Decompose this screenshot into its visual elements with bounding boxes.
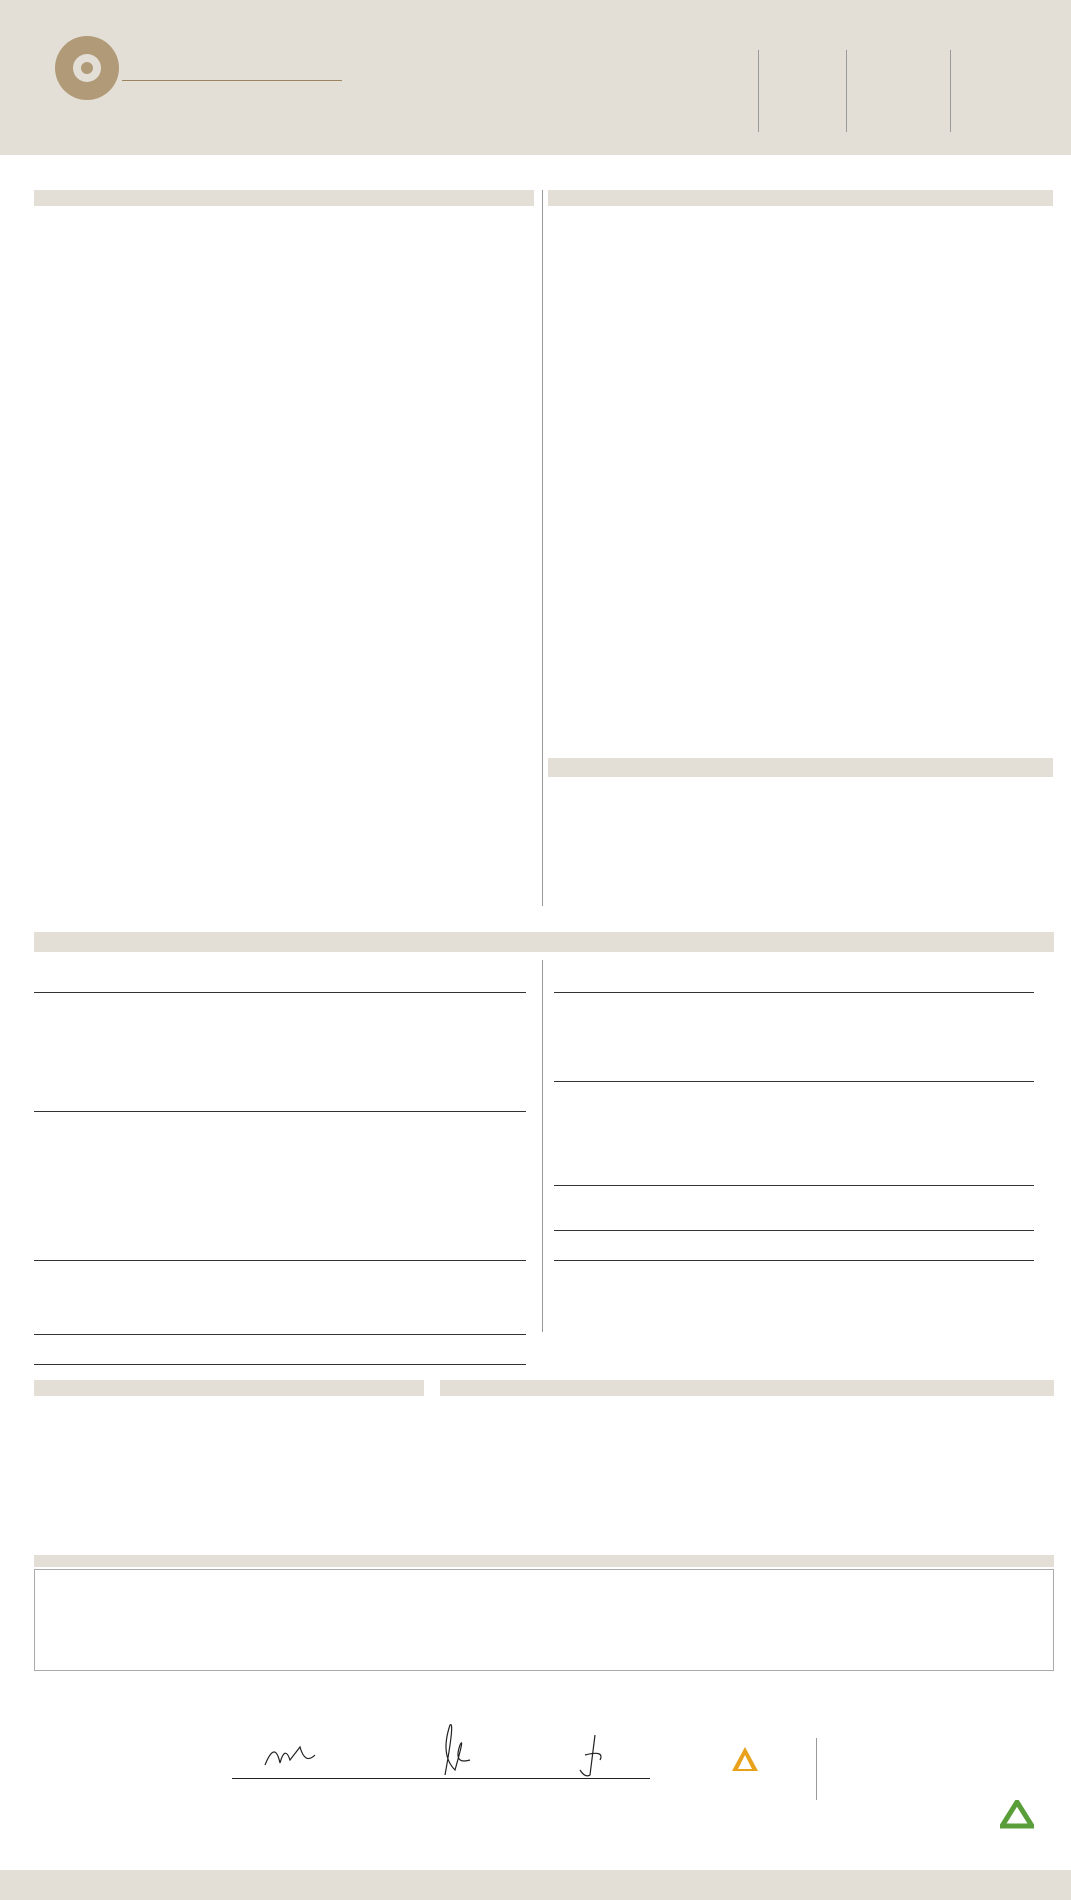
line-item-row (34, 438, 534, 453)
line-item-row (558, 333, 1051, 348)
section-total-row (34, 740, 534, 755)
line-item-row (34, 1216, 526, 1231)
line-item-row (34, 695, 534, 710)
line-item-row (34, 1082, 526, 1097)
line-item-row (34, 1052, 526, 1067)
line-item-row (554, 1038, 1034, 1053)
section-total-row (34, 861, 534, 876)
line-item-row (558, 257, 1051, 272)
divider (950, 50, 951, 132)
line-item-row (554, 1052, 1034, 1067)
section-total-row (558, 454, 1051, 469)
line-item-row (558, 408, 1051, 423)
line-item-row (34, 589, 534, 604)
line-item-row (554, 1127, 1034, 1142)
line-item-row (34, 393, 534, 408)
line-item-row (554, 1097, 1034, 1112)
line-item-row (34, 1186, 526, 1201)
rif-label (30, 30, 44, 130)
complementaria-title-bar (34, 1380, 424, 1396)
line-item-row (34, 227, 534, 242)
line-item-row (34, 348, 534, 363)
fideicomisos-title-bar (440, 1380, 1054, 1396)
line-item-row (554, 1023, 1034, 1038)
line-item-row (34, 1038, 526, 1053)
section-total-row (558, 559, 1051, 574)
line-item-row (558, 393, 1051, 408)
complementaria-row (36, 1413, 420, 1425)
section-total-row (34, 846, 534, 861)
divider (542, 960, 543, 1332)
divider (816, 1738, 817, 1800)
line-item-row (34, 1172, 526, 1187)
section-total-row (558, 786, 1051, 801)
line-item-row (34, 1261, 526, 1276)
patrimonio-title-bar (548, 758, 1053, 777)
line-item-row (554, 1008, 1034, 1023)
section-total-row (34, 544, 534, 559)
line-item-row (34, 1231, 526, 1246)
section-total-row (554, 1216, 1034, 1231)
line-item-row (34, 620, 534, 635)
header-band (0, 0, 1071, 155)
complementaria-row (36, 1438, 420, 1450)
line-item-row (34, 574, 534, 589)
section-total-row (34, 978, 526, 993)
section-total-row (34, 1320, 526, 1335)
section-total-row (558, 438, 1051, 453)
section-total-row (558, 710, 1051, 725)
resultados-title-bar (34, 932, 1054, 952)
line-item-row (34, 499, 534, 514)
line-item-row (34, 1306, 526, 1321)
resultados-right-table (554, 978, 1034, 1261)
line-item-row (34, 408, 534, 423)
signature-1-icon (260, 1735, 320, 1775)
line-item-row (558, 620, 1051, 635)
section-total-row (34, 1246, 526, 1261)
line-item-row (34, 469, 534, 484)
line-item-row (554, 993, 1034, 1008)
signature-2-icon (425, 1715, 475, 1780)
line-item-row (34, 303, 534, 318)
line-item-row (558, 665, 1051, 680)
line-item-row (34, 1142, 526, 1157)
complementaria-row (36, 1462, 420, 1474)
section-total-row (558, 740, 1051, 755)
line-item-row (554, 1201, 1034, 1216)
line-item-row (34, 423, 534, 438)
section-total-row (558, 423, 1051, 438)
line-item-row (558, 272, 1051, 287)
section-total-row (34, 816, 534, 831)
line-item-row (558, 303, 1051, 318)
line-item-row (34, 1335, 526, 1350)
line-item-row (558, 484, 1051, 499)
recycle-logo-icon (1000, 1800, 1034, 1830)
line-item-row (558, 287, 1051, 302)
complementaria-row (36, 1475, 420, 1487)
complementaria-row (36, 1426, 420, 1438)
line-item-row (34, 529, 534, 544)
signature-3-icon (570, 1730, 620, 1780)
line-item-row (558, 589, 1051, 604)
section-total-row (34, 454, 534, 469)
divider (542, 190, 543, 906)
section-total-row (34, 755, 534, 770)
complementaria-table (36, 1401, 420, 1524)
line-item-row (34, 680, 534, 695)
section-total-row (34, 710, 534, 725)
activo-title-bar (34, 190, 534, 206)
crowe-logo-icon (730, 1745, 760, 1775)
section-total-row (554, 1246, 1034, 1261)
pasivo-title-bar (548, 190, 1053, 206)
resultados-left-table (34, 978, 526, 1365)
line-item-row (554, 1157, 1034, 1172)
line-item-row (558, 378, 1051, 393)
indicadores-table (34, 1569, 1054, 1671)
section-total-row (34, 876, 534, 891)
line-item-row (34, 1008, 526, 1023)
line-item-row (34, 484, 534, 499)
bank-logo-icon (55, 36, 119, 100)
section-total-row (558, 801, 1051, 816)
line-item-row (558, 514, 1051, 529)
section-total-row (34, 725, 534, 740)
line-item-row (34, 1067, 526, 1082)
line-item-row (34, 257, 534, 272)
section-total-row (554, 978, 1034, 993)
pasivo-table (558, 212, 1051, 770)
complementaria-row (36, 1487, 420, 1499)
line-item-row (34, 1127, 526, 1142)
line-item-row (558, 469, 1051, 484)
line-item-row (34, 363, 534, 378)
line-item-row (34, 287, 534, 302)
line-item-row (34, 559, 534, 574)
bank-subtitle (122, 80, 342, 82)
line-item-row (34, 1201, 526, 1216)
capital-block (390, 84, 630, 126)
line-item-row (34, 635, 534, 650)
section-total-row (558, 212, 1051, 227)
line-item-row (34, 665, 534, 680)
line-item-row (34, 1112, 526, 1127)
signature-line (232, 1778, 650, 1779)
capital-row (390, 98, 630, 112)
line-item-row (34, 514, 534, 529)
line-item-row (554, 1186, 1034, 1201)
activo-table (34, 212, 534, 891)
patrimonio-table (558, 786, 1051, 816)
line-item-row (558, 604, 1051, 619)
line-item-row (34, 378, 534, 393)
section-total-row (554, 1172, 1034, 1187)
line-item-row (558, 544, 1051, 559)
section-total-row (558, 574, 1051, 589)
complementaria-row (36, 1450, 420, 1462)
line-item-row (34, 1276, 526, 1291)
section-total-row (34, 212, 534, 227)
section-total-row (34, 770, 534, 785)
divider (758, 50, 759, 132)
complementaria-row (36, 1499, 420, 1511)
section-total-row (34, 650, 534, 665)
line-item-row (558, 529, 1051, 544)
line-item-row (34, 1023, 526, 1038)
line-item-row (558, 348, 1051, 363)
capital-row (390, 112, 630, 126)
line-item-row (558, 363, 1051, 378)
capital-row (390, 84, 630, 98)
complementaria-row (36, 1401, 420, 1413)
line-item-row (558, 242, 1051, 257)
section-total-row (34, 333, 534, 348)
line-item-row (34, 242, 534, 257)
line-item-row (558, 227, 1051, 242)
footer-band (0, 1870, 1071, 1900)
indicadores-title-bar (34, 1555, 1054, 1567)
line-item-row (34, 272, 534, 287)
section-total-row (34, 831, 534, 846)
line-item-row (34, 1291, 526, 1306)
line-item-row (558, 650, 1051, 665)
comisarios-block (827, 1737, 883, 1749)
section-total-row (34, 786, 534, 801)
section-total-row (34, 1350, 526, 1365)
line-item-row (554, 1231, 1034, 1246)
section-total-row (558, 725, 1051, 740)
line-item-row (34, 604, 534, 619)
section-total-row (554, 1067, 1034, 1082)
line-item-row (554, 1142, 1034, 1157)
section-total-row (558, 695, 1051, 710)
line-item-row (34, 318, 534, 333)
line-item-row (34, 1157, 526, 1172)
line-item-row (558, 318, 1051, 333)
line-item-row (554, 1082, 1034, 1097)
section-total-row (34, 1097, 526, 1112)
complementaria-row (36, 1512, 420, 1524)
section-total-row (34, 801, 534, 816)
divider (846, 50, 847, 132)
line-item-row (558, 635, 1051, 650)
line-item-row (558, 499, 1051, 514)
line-item-row (34, 993, 526, 1008)
line-item-row (554, 1112, 1034, 1127)
line-item-row (558, 680, 1051, 695)
